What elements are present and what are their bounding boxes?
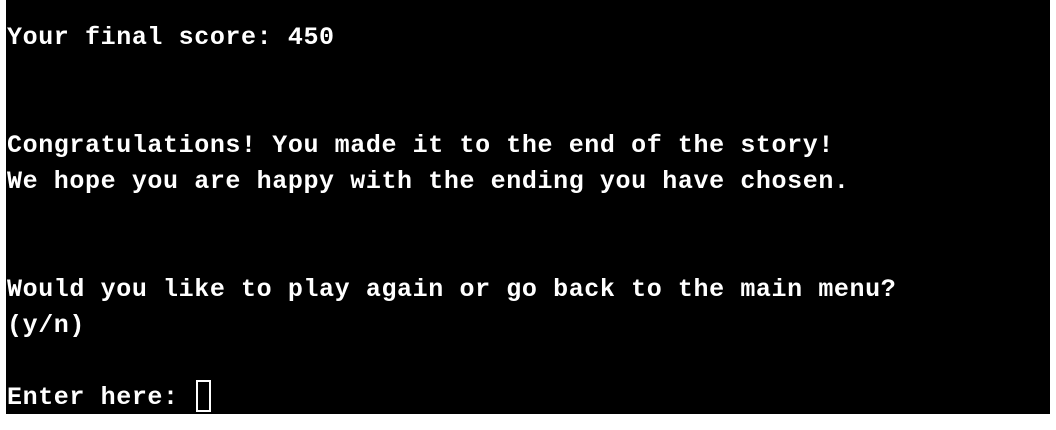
terminal-window (6, 0, 1050, 414)
text-cursor[interactable] (196, 380, 211, 412)
input-prompt-label: Enter here: (7, 383, 195, 412)
input-prompt-row[interactable] (7, 380, 211, 414)
congratulations-line: Congratulations! You made it to the end of the story! (7, 131, 834, 160)
final-score-line: Your final score: 450 (7, 23, 335, 52)
play-again-question: Would you like to play again or go back to the main menu? (7, 275, 897, 304)
options-hint: (y/n) (7, 311, 86, 340)
ending-message-line: We hope you are happy with the ending you have chosen. (7, 167, 850, 196)
